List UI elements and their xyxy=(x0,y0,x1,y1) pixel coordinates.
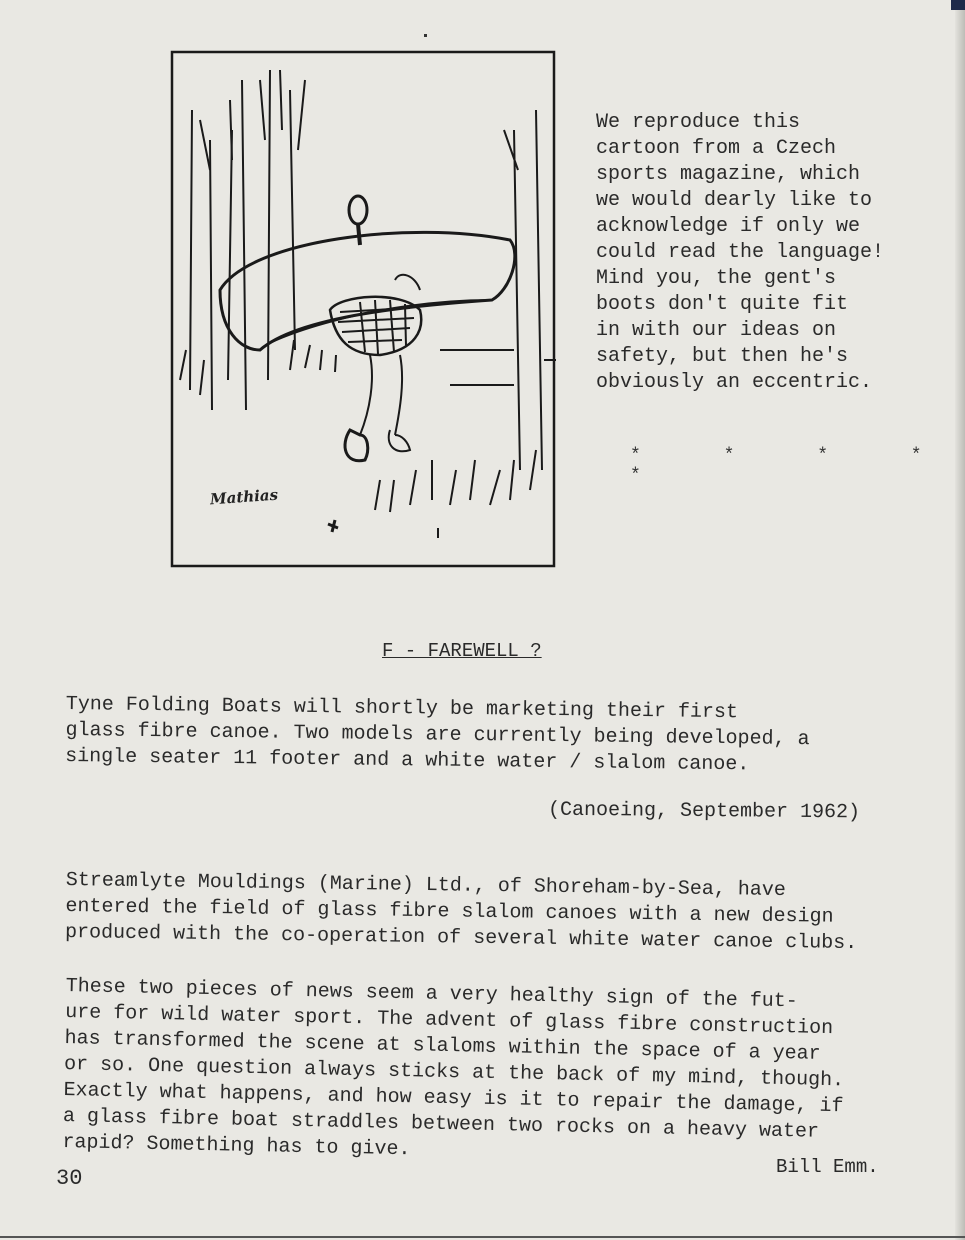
source-citation: (Canoeing, September 1962) xyxy=(547,798,861,825)
caption-paragraph-1: We reproduce this cartoon from a Czech sports magazine, which we would dearly like to acknowledge if only we could read the language! xyxy=(596,111,885,264)
author-signature: Bill Emm. xyxy=(776,1156,879,1178)
cartoon-caption xyxy=(596,110,956,396)
article-paragraph-1: Tyne Folding Boats will shortly be marketing their first glass fibre canoe. Two models are currently being developed, a single seater 11 footer and a white water / slalom canoe. xyxy=(65,692,810,777)
section-heading: F - FAREWELL ? xyxy=(382,640,542,662)
article-paragraph-2: Streamlyte Mouldings (Marine) Ltd., of Shoreham-by-Sea, have entered the field of glass fibre slalom canoes with a new design produced with the co-operation of several white water canoe clubs. xyxy=(64,868,858,956)
cartoon-signature: Mathias xyxy=(209,485,279,509)
ink-speck xyxy=(424,34,427,37)
article-paragraph-3: These two pieces of news seem a very healthy sign of the fut- ure for wild water sport. The advent of glass fibre construction has transformed the scene at slaloms within the space of a year or so. One question always sticks at the back of my mind, though. Exactly what happens, and how easy is it to repair the damage, if a glass fibre boat straddles between two rocks on a heavy water rapid? Something has to give. xyxy=(62,974,845,1162)
page-bottom-edge xyxy=(0,1236,965,1238)
caption-paragraph-2: Mind you, the gent's boots don't quite fit in with our ideas on safety, but then he's obviously an eccentric. xyxy=(596,267,873,394)
corner-mark xyxy=(951,0,965,10)
section-separator: * * * * * xyxy=(630,446,958,486)
page-number: 30 xyxy=(56,1166,83,1191)
page-edge xyxy=(955,0,965,1240)
